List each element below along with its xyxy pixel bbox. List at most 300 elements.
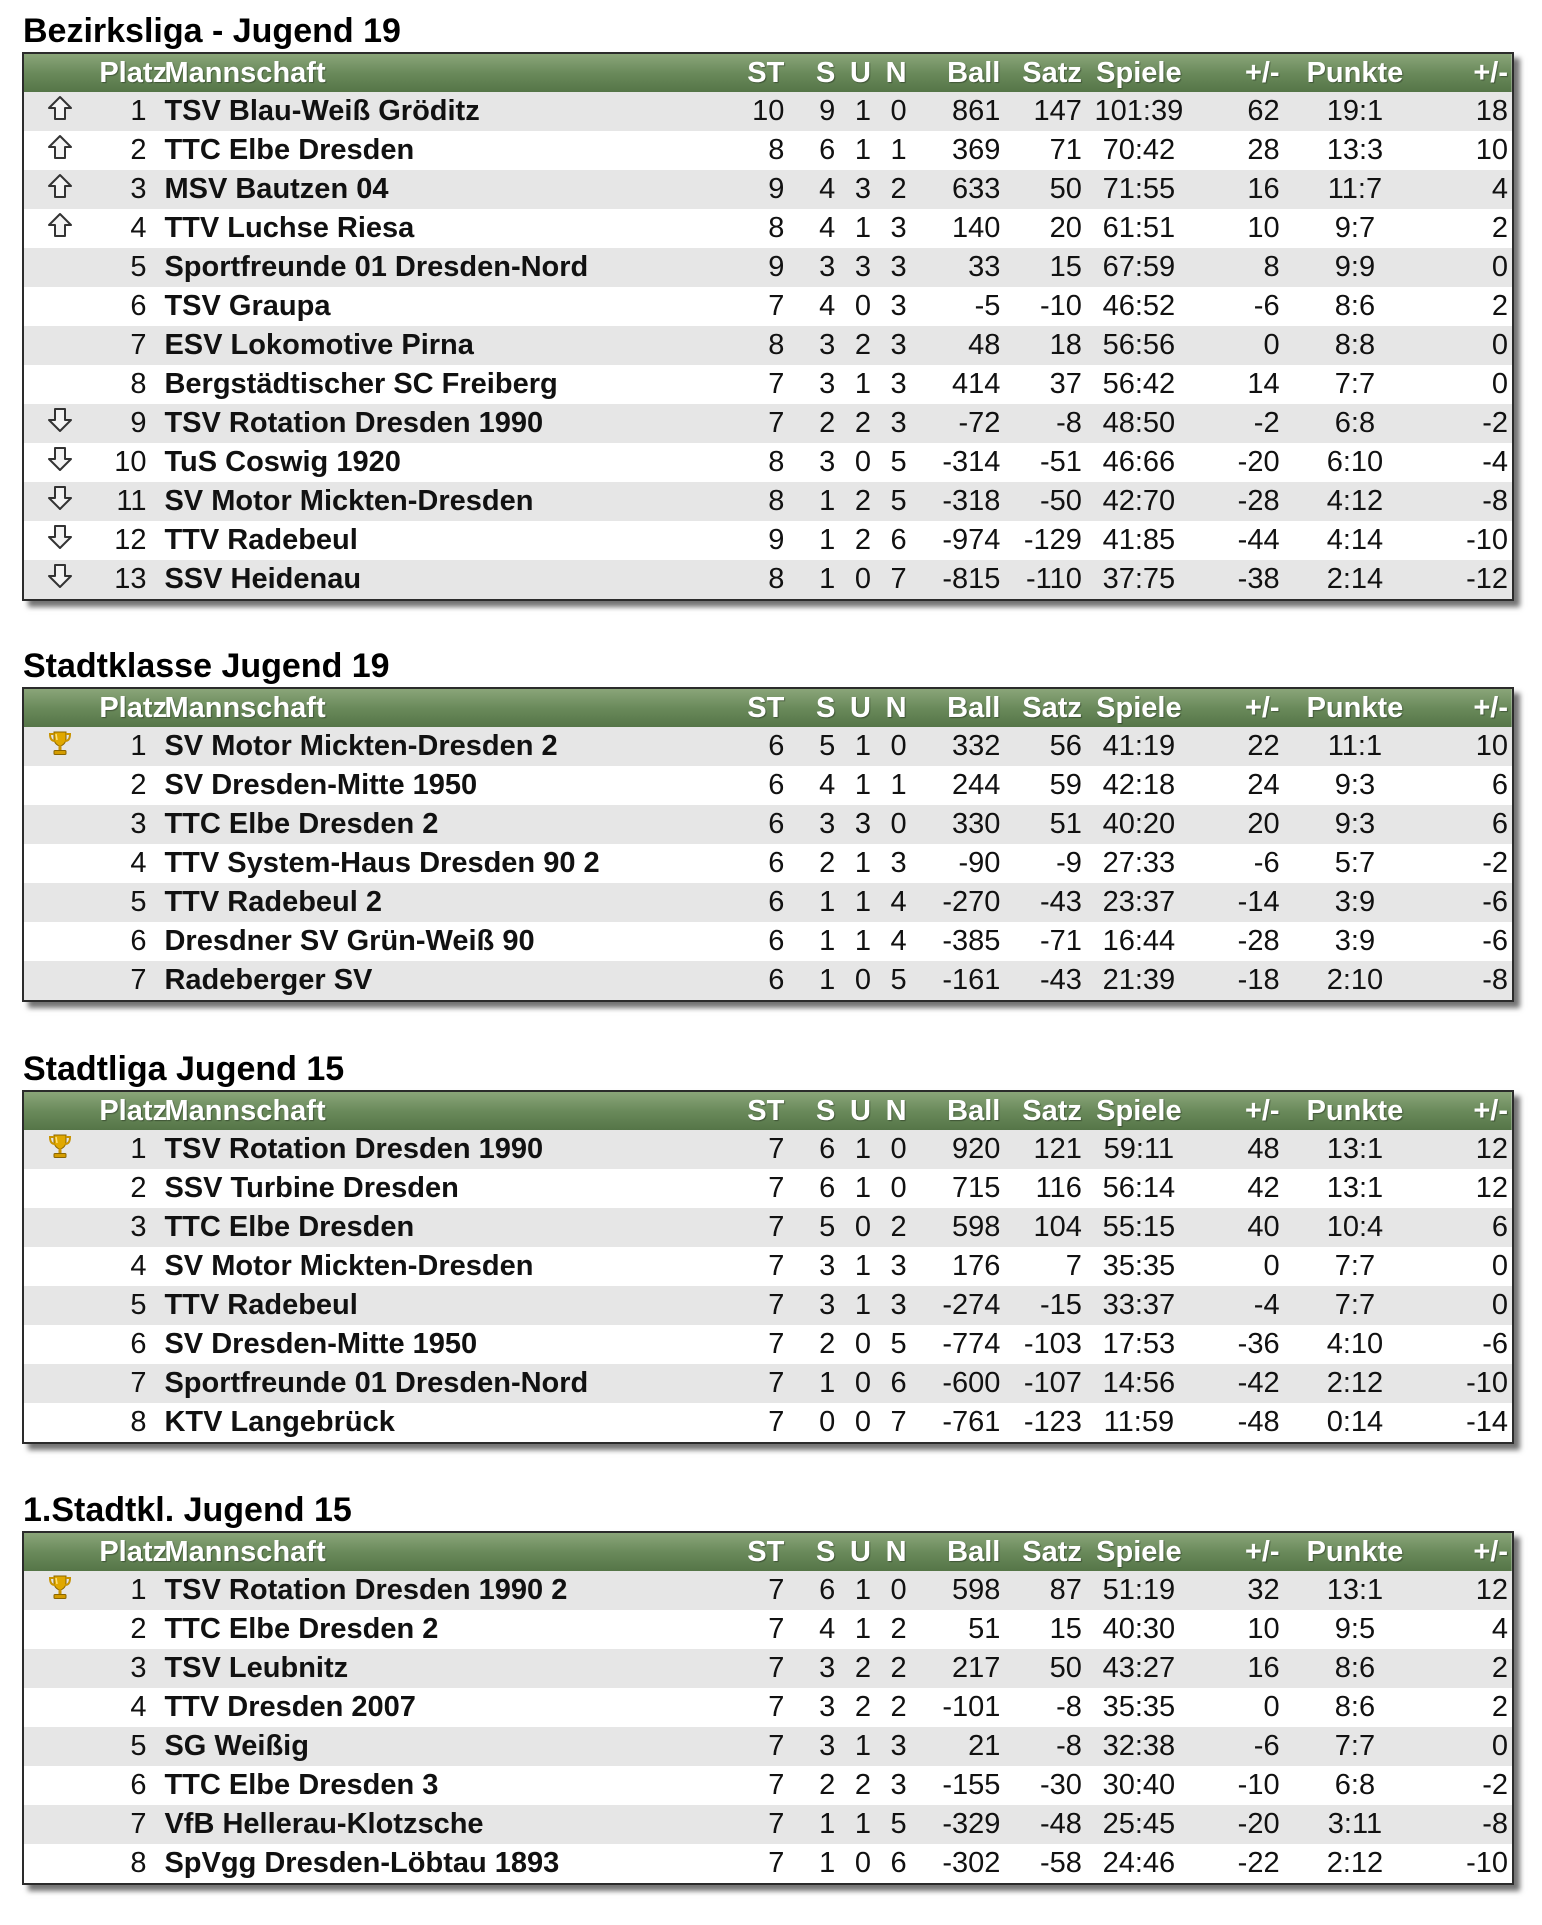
points: 3:11	[1327, 1808, 1383, 1840]
arrow-down-icon	[47, 407, 73, 441]
team-name: SV Dresden-Mitte 1950	[164, 1328, 478, 1360]
matches-played: 9	[768, 251, 785, 283]
header-diff: +/-	[1244, 56, 1280, 89]
games: 56:42	[1102, 368, 1176, 400]
wins: 2	[819, 1769, 836, 1801]
points: 8:6	[1334, 290, 1376, 322]
row-icon-cell	[24, 1208, 95, 1247]
rank: 7	[130, 964, 147, 996]
team-name: Sportfreunde 01 Dresden-Nord	[164, 1367, 589, 1399]
rank: 1	[130, 730, 147, 762]
set-diff: -48	[1039, 1808, 1082, 1840]
league-title: Stadtliga Jugend 15	[23, 1050, 345, 1088]
header-team: Mannschaft	[164, 691, 326, 724]
rank: 5	[130, 886, 147, 918]
header-icon	[24, 689, 95, 727]
points: 9:5	[1334, 1613, 1376, 1645]
draws: 3	[854, 808, 871, 840]
team-name: Radeberger SV	[164, 964, 373, 996]
games-diff: -36	[1237, 1328, 1280, 1360]
team-name: TSV Graupa	[164, 290, 331, 322]
header-punkte: Punkte	[1306, 56, 1404, 89]
games: 48:50	[1102, 407, 1176, 439]
losses: 3	[890, 1730, 907, 1762]
losses: 7	[890, 563, 907, 595]
draws: 0	[854, 1367, 871, 1399]
draws: 1	[854, 134, 871, 166]
header-row	[24, 689, 1512, 727]
header-points-diff: +/-	[1473, 691, 1508, 724]
set-diff: 87	[1049, 1574, 1082, 1606]
set-diff: 51	[1049, 808, 1082, 840]
points: 13:1	[1326, 1172, 1384, 1204]
matches-played: 7	[768, 1691, 785, 1723]
rank: 2	[130, 134, 147, 166]
standings-table	[24, 689, 1512, 1000]
losses: 2	[890, 173, 907, 205]
points-diff: 4	[1491, 1613, 1508, 1645]
team-name: Dresdner SV Grün-Weiß 90	[164, 925, 535, 957]
team-name: TTV Luchse Riesa	[164, 212, 415, 244]
games-diff: -18	[1237, 964, 1280, 996]
ball-diff: 414	[951, 368, 1001, 400]
games: 27:33	[1102, 847, 1176, 879]
team-name: TSV Rotation Dresden 1990	[164, 407, 544, 439]
games-diff: -20	[1237, 446, 1280, 478]
table-row	[24, 482, 1512, 521]
games: 11:59	[1103, 1406, 1175, 1438]
header-team: Mannschaft	[164, 1535, 326, 1568]
games-diff: 48	[1247, 1133, 1280, 1165]
points: 2:12	[1326, 1367, 1384, 1399]
set-diff: -8	[1056, 1730, 1082, 1762]
games-diff: 16	[1247, 1652, 1280, 1684]
header-n: N	[885, 1535, 907, 1568]
league-title: Stadtklasse Jugend 19	[23, 647, 390, 685]
games: 43:27	[1102, 1652, 1176, 1684]
row-icon-cell	[24, 1286, 95, 1325]
table-row	[24, 521, 1512, 560]
points: 6:10	[1326, 446, 1384, 478]
wins: 3	[819, 1289, 836, 1321]
losses: 5	[890, 1328, 907, 1360]
points-diff: 6	[1491, 1211, 1508, 1243]
set-diff: 116	[1035, 1172, 1082, 1204]
set-diff: -30	[1039, 1769, 1082, 1801]
losses: 3	[890, 212, 907, 244]
losses: 6	[890, 524, 907, 556]
set-diff: -71	[1039, 925, 1082, 957]
set-diff: 15	[1049, 251, 1082, 283]
header-team: Mannschaft	[164, 1094, 326, 1127]
ball-diff: 217	[951, 1652, 1001, 1684]
rank: 1	[130, 95, 147, 127]
points: 9:7	[1334, 212, 1376, 244]
points: 3:9	[1334, 925, 1376, 957]
header-row	[24, 1533, 1512, 1571]
wins: 4	[819, 1613, 836, 1645]
points-diff: 0	[1491, 329, 1508, 361]
row-icon-cell	[24, 883, 95, 922]
matches-played: 7	[768, 1289, 785, 1321]
rank: 7	[130, 329, 147, 361]
points-diff: -6	[1482, 886, 1508, 918]
ball-diff: -161	[942, 964, 1001, 996]
arrow-down-icon	[47, 524, 73, 558]
games: 42:70	[1102, 485, 1176, 517]
ball-diff: -318	[942, 485, 1001, 517]
ball-diff: 861	[951, 95, 1001, 127]
header-icon	[24, 1092, 95, 1130]
games-diff: 0	[1263, 1250, 1280, 1282]
points: 7:7	[1334, 1289, 1376, 1321]
row-icon-cell	[24, 1325, 95, 1364]
team-name: TTC Elbe Dresden	[164, 1211, 415, 1243]
wins: 3	[819, 808, 836, 840]
team-name: ESV Lokomotive Pirna	[164, 329, 474, 361]
losses: 6	[890, 1847, 907, 1879]
team-name: SV Motor Mickten-Dresden 2	[164, 730, 558, 762]
ball-diff: 51	[968, 1613, 1001, 1645]
games: 37:75	[1102, 563, 1176, 595]
matches-played: 7	[768, 1367, 785, 1399]
losses: 3	[890, 251, 907, 283]
wins: 1	[819, 563, 836, 595]
header-n: N	[885, 1094, 907, 1127]
points: 19:1	[1326, 95, 1384, 127]
wins: 1	[819, 1367, 836, 1399]
rank: 10	[114, 446, 147, 478]
set-diff: -123	[1023, 1406, 1082, 1438]
header-spiele: Spiele	[1096, 1094, 1182, 1127]
wins: 2	[819, 1328, 836, 1360]
games: 46:52	[1102, 290, 1176, 322]
set-diff: -43	[1039, 886, 1082, 918]
games: 56:14	[1102, 1172, 1176, 1204]
ball-diff: -270	[942, 886, 1001, 918]
losses: 2	[890, 1652, 907, 1684]
header-satz: Satz	[1022, 691, 1082, 724]
matches-played: 7	[768, 1406, 785, 1438]
row-icon-cell	[24, 521, 95, 560]
table-row	[24, 1766, 1512, 1805]
table-row	[24, 287, 1512, 326]
draws: 1	[854, 1808, 871, 1840]
draws: 0	[854, 1406, 871, 1438]
header-points-diff: +/-	[1473, 1094, 1508, 1127]
team-name: VfB Hellerau-Klotzsche	[164, 1808, 484, 1840]
draws: 1	[854, 1613, 871, 1645]
rank: 2	[130, 769, 147, 801]
arrow-down-icon	[47, 485, 73, 519]
table-row	[24, 1364, 1512, 1403]
losses: 2	[890, 1211, 907, 1243]
draws: 0	[854, 964, 871, 996]
table-row	[24, 443, 1512, 482]
points-diff: 0	[1491, 1250, 1508, 1282]
wins: 3	[819, 1691, 836, 1723]
points: 8:6	[1334, 1691, 1376, 1723]
wins: 6	[819, 1172, 836, 1204]
header-s: S	[815, 1094, 836, 1127]
team-name: TTV Radebeul	[164, 524, 358, 556]
games-diff: 10	[1247, 212, 1280, 244]
matches-played: 7	[768, 1328, 785, 1360]
ball-diff: 715	[951, 1172, 1001, 1204]
header-ball: Ball	[947, 1535, 1001, 1568]
wins: 9	[819, 95, 836, 127]
points: 9:3	[1334, 808, 1376, 840]
points-diff: 6	[1491, 808, 1508, 840]
row-icon-cell	[24, 287, 95, 326]
matches-played: 7	[768, 1172, 785, 1204]
games-diff: 16	[1247, 173, 1280, 205]
set-diff: 50	[1049, 173, 1082, 205]
standings-table-frame	[22, 1531, 1514, 1885]
team-name: TSV Rotation Dresden 1990	[164, 1133, 544, 1165]
header-diff: +/-	[1244, 1094, 1280, 1127]
team-name: TTC Elbe Dresden 3	[164, 1769, 439, 1801]
row-icon-cell	[24, 365, 95, 404]
wins: 1	[819, 1847, 836, 1879]
losses: 3	[890, 290, 907, 322]
points-diff: 18	[1475, 95, 1508, 127]
draws: 0	[854, 1211, 871, 1243]
matches-played: 7	[768, 1133, 785, 1165]
set-diff: -8	[1056, 407, 1082, 439]
losses: 0	[890, 95, 907, 127]
losses: 3	[890, 368, 907, 400]
standings-table-frame	[22, 687, 1514, 1002]
draws: 1	[854, 886, 871, 918]
draws: 2	[854, 485, 871, 517]
header-points-diff: +/-	[1473, 56, 1508, 89]
draws: 0	[854, 446, 871, 478]
arrow-down-icon	[47, 446, 73, 480]
wins: 1	[819, 964, 836, 996]
header-st: ST	[747, 1094, 785, 1127]
trophy-icon	[46, 729, 74, 765]
table-row	[24, 131, 1512, 170]
set-diff: 56	[1049, 730, 1082, 762]
row-icon-cell	[24, 1727, 95, 1766]
draws: 2	[854, 329, 871, 361]
points-diff: -2	[1482, 847, 1508, 879]
draws: 1	[854, 847, 871, 879]
games: 61:51	[1102, 212, 1176, 244]
points-diff: 2	[1491, 1691, 1508, 1723]
games: 71:55	[1102, 173, 1176, 205]
set-diff: 18	[1049, 329, 1082, 361]
draws: 1	[854, 769, 871, 801]
arrow-down-icon	[47, 563, 73, 597]
points: 0:14	[1326, 1406, 1384, 1438]
trophy-icon	[46, 1573, 74, 1609]
losses: 3	[890, 1289, 907, 1321]
table-row	[24, 766, 1512, 805]
points: 10:4	[1326, 1211, 1384, 1243]
wins: 1	[819, 485, 836, 517]
losses: 4	[890, 925, 907, 957]
wins: 4	[819, 769, 836, 801]
matches-played: 7	[768, 1652, 785, 1684]
games: 17:53	[1102, 1328, 1176, 1360]
games: 59:11	[1103, 1133, 1175, 1165]
points: 13:3	[1326, 134, 1384, 166]
standings-table-frame	[22, 1090, 1514, 1444]
header-row	[24, 1092, 1512, 1130]
table-row	[24, 560, 1512, 599]
games-diff: 32	[1247, 1574, 1280, 1606]
team-name: TSV Rotation Dresden 1990 2	[164, 1574, 568, 1606]
games-diff: 24	[1247, 769, 1280, 801]
wins: 2	[819, 407, 836, 439]
games-diff: -44	[1237, 524, 1280, 556]
team-name: SpVgg Dresden-Löbtau 1893	[164, 1847, 560, 1879]
draws: 2	[854, 1652, 871, 1684]
draws: 1	[854, 212, 871, 244]
points: 7:7	[1334, 1730, 1376, 1762]
points: 9:3	[1334, 769, 1376, 801]
row-icon-cell	[24, 1844, 95, 1883]
points-diff: 10	[1475, 134, 1508, 166]
header-platz: Platz	[99, 1535, 168, 1568]
losses: 0	[890, 730, 907, 762]
table-row	[24, 844, 1512, 883]
row-icon-cell	[24, 1649, 95, 1688]
ball-diff: -72	[958, 407, 1001, 439]
wins: 1	[819, 1808, 836, 1840]
games: 41:85	[1102, 524, 1176, 556]
wins: 3	[819, 1250, 836, 1282]
matches-played: 9	[768, 173, 785, 205]
rank: 5	[130, 1730, 147, 1762]
points-diff: 6	[1491, 769, 1508, 801]
rank: 3	[130, 808, 147, 840]
matches-played: 7	[768, 1250, 785, 1282]
matches-played: 7	[768, 1574, 785, 1606]
matches-played: 7	[768, 290, 785, 322]
rank: 4	[130, 212, 147, 244]
points-diff: 12	[1475, 1172, 1508, 1204]
matches-played: 8	[768, 134, 785, 166]
games-diff: 62	[1247, 95, 1280, 127]
draws: 3	[854, 251, 871, 283]
set-diff: -50	[1039, 485, 1082, 517]
draws: 1	[854, 1250, 871, 1282]
rank: 7	[130, 1367, 147, 1399]
games: 101:39	[1094, 95, 1184, 127]
team-name: SV Dresden-Mitte 1950	[164, 769, 478, 801]
games: 70:42	[1102, 134, 1176, 166]
draws: 0	[854, 563, 871, 595]
set-diff: 59	[1049, 769, 1082, 801]
set-diff: -107	[1023, 1367, 1082, 1399]
draws: 2	[854, 407, 871, 439]
points: 2:10	[1326, 964, 1384, 996]
team-name: TSV Blau-Weiß Gröditz	[164, 95, 480, 127]
row-icon-cell	[24, 1805, 95, 1844]
league-section-1	[22, 10, 1514, 601]
draws: 1	[854, 95, 871, 127]
losses: 3	[890, 329, 907, 361]
set-diff: -110	[1026, 563, 1082, 595]
draws: 0	[854, 1847, 871, 1879]
points: 3:9	[1334, 886, 1376, 918]
games-diff: -38	[1237, 563, 1280, 595]
header-platz: Platz	[99, 1094, 168, 1127]
rank: 1	[130, 1133, 147, 1165]
arrow-up-icon	[47, 212, 73, 246]
points-diff: -14	[1466, 1406, 1508, 1438]
league-section-4	[22, 1489, 1514, 1885]
rank: 6	[130, 925, 147, 957]
header-diff: +/-	[1244, 691, 1280, 724]
ball-diff: 21	[968, 1730, 1001, 1762]
games-diff: 40	[1247, 1211, 1280, 1243]
points: 13:1	[1326, 1133, 1384, 1165]
matches-played: 7	[768, 1211, 785, 1243]
losses: 3	[890, 1250, 907, 1282]
header-platz: Platz	[99, 56, 168, 89]
points: 6:8	[1334, 407, 1376, 439]
team-name: TTV Radebeul 2	[164, 886, 383, 918]
games-diff: 20	[1247, 808, 1280, 840]
team-name: SG Weißig	[164, 1730, 309, 1762]
league-title: 1.Stadtkl. Jugend 15	[23, 1491, 352, 1529]
points: 8:8	[1334, 329, 1376, 361]
wins: 1	[819, 925, 836, 957]
ball-diff: -774	[942, 1328, 1001, 1360]
trophy-icon	[46, 1132, 74, 1168]
points-diff: -2	[1482, 1769, 1508, 1801]
set-diff: 15	[1049, 1613, 1082, 1645]
games: 51:19	[1102, 1574, 1176, 1606]
row-icon-cell	[24, 131, 95, 170]
table-row	[24, 1688, 1512, 1727]
matches-played: 7	[768, 407, 785, 439]
games-diff: 0	[1263, 1691, 1280, 1723]
header-icon	[24, 54, 95, 92]
wins: 5	[819, 1211, 836, 1243]
header-ball: Ball	[947, 691, 1001, 724]
row-icon-cell	[24, 92, 95, 131]
row-icon-cell	[24, 1247, 95, 1286]
points-diff: -10	[1466, 1847, 1508, 1879]
row-icon-cell	[24, 482, 95, 521]
table-row	[24, 248, 1512, 287]
points: 11:1	[1327, 730, 1383, 762]
games: 25:45	[1102, 1808, 1176, 1840]
table-row	[24, 209, 1512, 248]
header-diff: +/-	[1244, 1535, 1280, 1568]
points-diff: 2	[1491, 290, 1508, 322]
ball-diff: 369	[951, 134, 1001, 166]
header-satz: Satz	[1022, 1094, 1082, 1127]
row-icon-cell	[24, 1571, 95, 1610]
games: 14:56	[1102, 1367, 1176, 1399]
table-row	[24, 1208, 1512, 1247]
table-row	[24, 92, 1512, 131]
games-diff: 10	[1247, 1613, 1280, 1645]
matches-played: 7	[768, 368, 785, 400]
games: 56:56	[1102, 329, 1176, 361]
header-u: U	[850, 1535, 871, 1568]
matches-played: 6	[768, 964, 785, 996]
row-icon-cell	[24, 1130, 95, 1169]
losses: 7	[890, 1406, 907, 1438]
table-row	[24, 1805, 1512, 1844]
